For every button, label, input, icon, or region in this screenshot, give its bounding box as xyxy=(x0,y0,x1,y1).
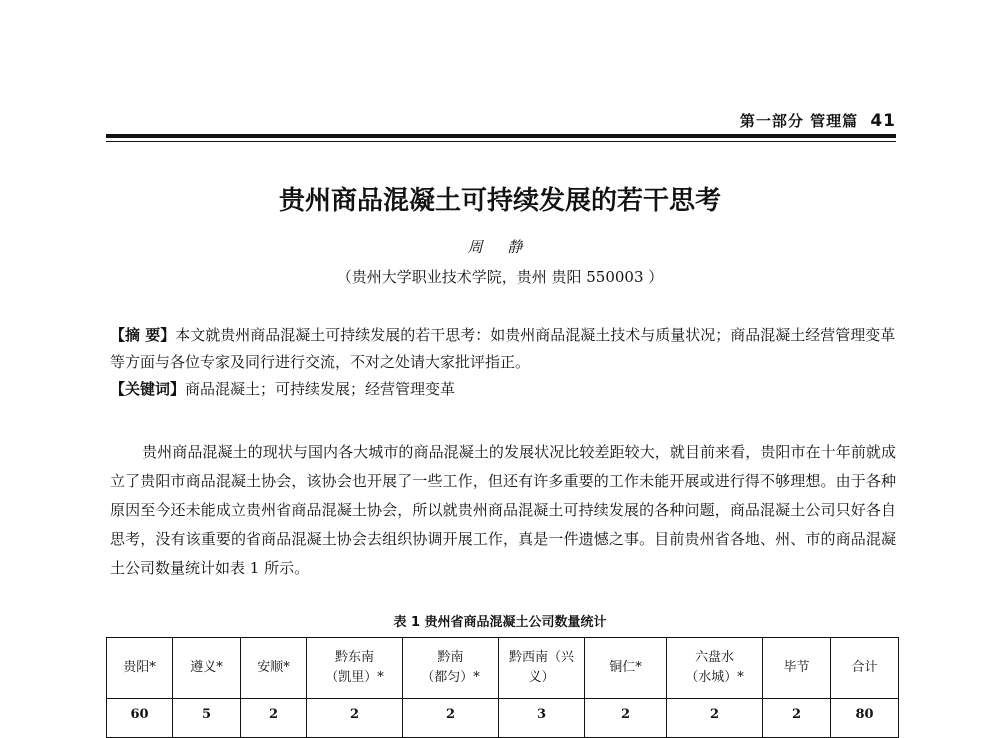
header-line-1: 黔南 xyxy=(437,650,464,665)
header-cell xyxy=(307,638,403,699)
running-header-text xyxy=(740,110,896,131)
keywords-text: 商品混凝土；可持续发展；经营管理变革 xyxy=(185,380,456,398)
table-caption: 表 1 贵州省商品混凝土公司数量统计 xyxy=(393,615,607,630)
header-line-2: （都匀）* xyxy=(421,670,480,685)
body-paragraph xyxy=(110,438,896,583)
value-cell: 2 xyxy=(667,699,763,738)
header-line-1: 黔西南（兴 xyxy=(508,650,574,665)
author-name: 周 静 xyxy=(467,238,533,256)
header-line-2: 义） xyxy=(528,670,555,685)
abstract-text: 本文就贵州商品混凝土可持续发展的若干思考：如贵州商品混凝土技术与质量状况；商品混凝土经营管理变革等方面与各位专家及同行进行交流，不对之处请大家批评指正。 xyxy=(110,326,896,371)
header-cell xyxy=(585,638,667,699)
keywords-label: 【关键词】 xyxy=(110,380,186,398)
header-line-2: （水城）* xyxy=(685,670,744,685)
company-count-table xyxy=(106,637,899,738)
header-line-1: 毕节 xyxy=(783,660,810,675)
header-line-1: 遵义* xyxy=(190,660,223,675)
header-cell xyxy=(667,638,763,699)
author-affiliation: （贵州大学职业技术学院，贵州 贵阳 550003 ） xyxy=(336,268,664,286)
header-cell xyxy=(831,638,899,699)
abstract-block xyxy=(110,322,896,403)
section-label: 第一部分 管理篇 xyxy=(739,112,859,130)
header-cell xyxy=(763,638,831,699)
value-cell: 60 xyxy=(107,699,173,738)
header-line-2: （凯里）* xyxy=(325,670,384,685)
body-paragraph-text: 贵州商品混凝土的现状与国内各大城市的商品混凝土的发展状况比较差距较大，就目前来看，贵阳市在十年前就成立了贵阳市商品混凝土协会，该协会也开展了一些工作，但还有许多重要的工作未能开展或进行得不够理想。由于各种原因至今还未能成立贵州省商品混凝土协会，所以就贵州商品混凝土可持续发展的各种问题，商品混凝土公司只好各自思考，没有该重要的省商品混凝土协会去组织协调开展工作，真是一件遗憾之事。目前贵州省各地、州、市的商品混凝土公司数量统计如表 1 所示。 xyxy=(110,443,896,577)
header-line-1: 铜仁* xyxy=(609,660,642,675)
header-line-1: 贵阳* xyxy=(123,660,156,675)
table-value-row xyxy=(107,699,899,738)
header-rule-thick xyxy=(106,134,896,138)
body-text xyxy=(110,438,896,583)
header-line-1: 合计 xyxy=(851,660,878,675)
header-cell xyxy=(499,638,585,699)
table-header-row xyxy=(107,638,899,699)
value-cell: 2 xyxy=(307,699,403,738)
header-line-1: 六盘水 xyxy=(694,650,734,665)
header-cell xyxy=(173,638,241,699)
page-number: 41 xyxy=(870,111,896,131)
abstract xyxy=(110,322,896,376)
value-cell: 2 xyxy=(763,699,831,738)
header-cell xyxy=(403,638,499,699)
header-line-1: 黔东南 xyxy=(334,650,374,665)
abstract-label: 【摘 要】 xyxy=(110,326,176,344)
header-line-1: 安顺* xyxy=(257,660,290,675)
article-title: 贵州商品混凝土可持续发展的若干思考 xyxy=(278,186,721,216)
header-cell xyxy=(107,638,173,699)
running-header xyxy=(0,0,1000,150)
header-rule-thin xyxy=(106,141,896,142)
value-cell: 2 xyxy=(585,699,667,738)
value-cell: 2 xyxy=(241,699,307,738)
value-cell: 3 xyxy=(499,699,585,738)
value-cell: 80 xyxy=(831,699,899,738)
keywords xyxy=(110,376,896,403)
value-cell: 5 xyxy=(173,699,241,738)
header-cell xyxy=(241,638,307,699)
value-cell: 2 xyxy=(403,699,499,738)
